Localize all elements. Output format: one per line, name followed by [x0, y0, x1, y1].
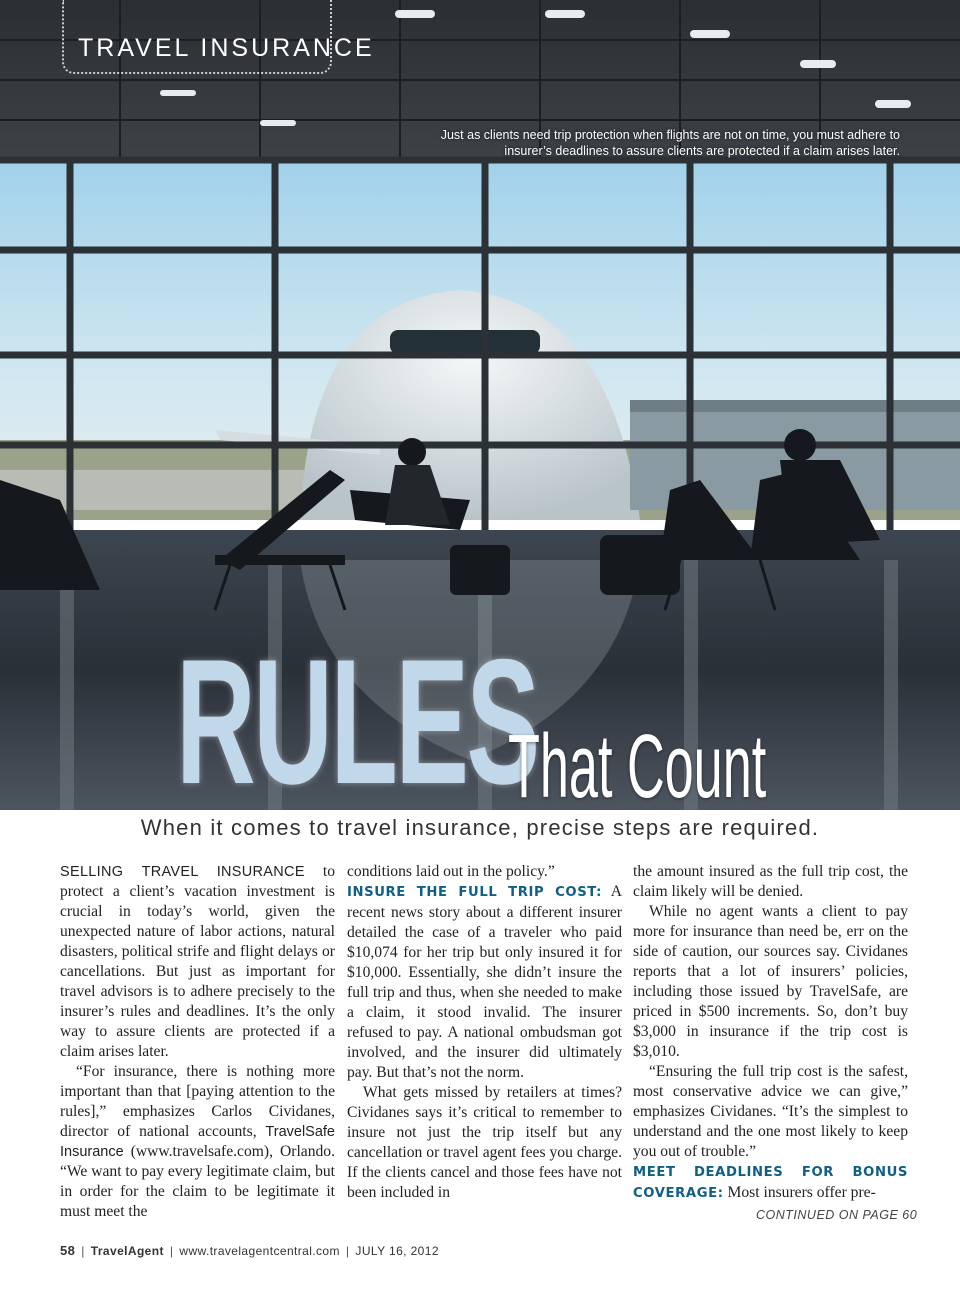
article-column-3: [633, 862, 908, 1204]
paragraph-text: to protect a client’s vacation investment is crucial in today’s world, given the unexpected nature of labor actions, natural disasters, political strife and flight delays or cancellations. But just as important for travel advisors is to adhere precisely to the insurer’s rules and deadlines. It’s the only way to assure clients are protected if a claim arises later.: [60, 863, 336, 1060]
subhead: INSURE THE FULL TRIP COST:: [347, 885, 603, 900]
paragraph: [60, 862, 335, 1062]
divider: |: [345, 1244, 350, 1258]
paragraph-text: (www.travelsafe.com), Orlando. “We want to pay every legitimate claim, but in order for the claim to be legitimate it must meet the: [60, 1143, 335, 1220]
article-column-1: [60, 862, 335, 1222]
photo-caption: Just as clients need trip protection when flights are not on time, you must adhere to insurer’s deadlines to assure clients are protected if a claim arises later.: [440, 128, 900, 158]
headline-main: RULES: [176, 622, 538, 821]
website-url: www.travelagentcentral.com: [179, 1244, 340, 1258]
subhead: MEET DEADLINES FOR BONUS COVERAGE:: [633, 1165, 908, 1201]
page-number: 58: [60, 1243, 76, 1258]
continued-note: CONTINUED ON PAGE 60: [756, 1208, 918, 1222]
paragraph: [633, 1162, 908, 1204]
paragraph: conditions laid out in the policy.”: [347, 863, 555, 880]
paragraph: the amount insured as the full trip cost, the claim likely will be denied.: [633, 863, 908, 900]
paragraph: What gets missed by retailers at times? Cividanes says it’s critical to remember to insure not just the trip itself but any cancellation or travel agent fees you charge. If the clients cancel and those fees have not been included in: [347, 1084, 622, 1201]
article-deck: When it comes to travel insurance, precise steps are required.: [140, 815, 820, 840]
section-label-box: [62, 0, 375, 74]
paragraph: [60, 1062, 335, 1222]
headline-secondary: That Count: [508, 717, 767, 817]
paragraph-text: “For insurance, there is nothing more important than that [paying attention to the rules],” emphasizes Carlos Cividanes, director of national accounts,: [60, 1063, 335, 1140]
magazine-name: TravelAgent: [90, 1244, 164, 1258]
divider: |: [169, 1244, 174, 1258]
lead-in: SELLING TRAVEL INSURANCE: [60, 864, 305, 880]
paragraph: [347, 882, 622, 1083]
paragraph-text: Most insurers offer pre-: [723, 1184, 876, 1201]
page-footer: [60, 1243, 439, 1258]
article-column-2: [347, 862, 622, 1203]
divider: |: [81, 1244, 85, 1258]
section-label: TRAVEL INSURANCE: [78, 34, 375, 62]
paragraph: While no agent wants a client to pay more for insurance than need be, err on the side of caution, our sources say. Cividanes reports that a lot of insurers’ policies, including those issued by TravelSafe, are priced in $500 increments. So, don’t buy $3,000 in insurance if the trip cost is $3,010.: [633, 903, 908, 1060]
paragraph: “Ensuring the full trip cost is the safest, most conservative advice we can give,” emphasizes Cividanes. “It’s the simplest to understand and the one most likely to keep you out of trouble.”: [633, 1063, 908, 1160]
company-name: TravelSafe Insurance: [60, 1124, 335, 1160]
issue-date: JULY 16, 2012: [355, 1244, 439, 1258]
paragraph-text: A recent news story about a different insurer detailed the case of a traveler who paid $10,074 for her trip but only insured it for $10,000. Essentially, she didn’t insure the full trip and thus, when she needed to make a claim, it stood invalid. The insurer refused to pay. A national ombudsman got involved, and the insurer did ultimately pay. But that’s not the norm.: [347, 883, 622, 1081]
